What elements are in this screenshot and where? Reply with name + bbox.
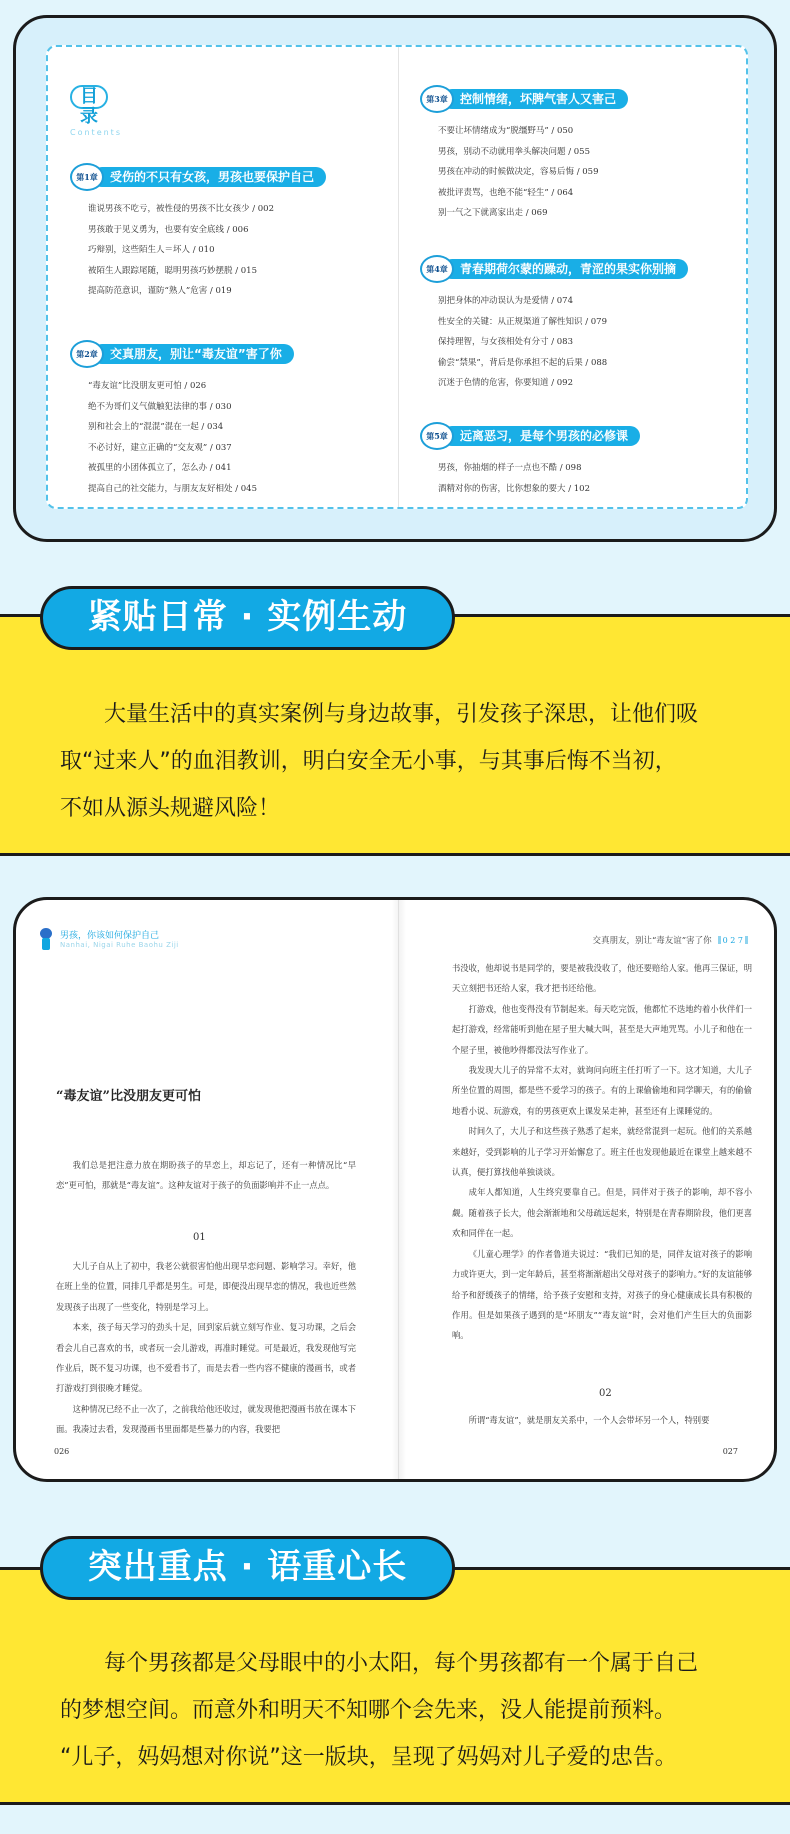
toc-entry[interactable]: 男孩，你抽烟的样子一点也不酷 / 098 (438, 463, 582, 473)
toc-entry[interactable]: 谁说男孩不吃亏，被性侵的男孩不比女孩少 / 002 (88, 204, 274, 214)
toc-entry[interactable]: 别和社会上的“混混”混在一起 / 034 (88, 422, 224, 432)
body-paragraph: 时间久了，大儿子和这些孩子熟悉了起来，就经常混到一起玩。他们的关系越来越好，受到影响的儿子学习开始懈怠了。班主任也发现他最近在课堂上越来越不认真，便打算找他单独谈谈。 (452, 1126, 752, 1178)
book-title: 男孩，你该如何保护自己 (60, 931, 160, 941)
toc-entry[interactable]: 巧辩别，这些陌生人＝坏人 / 010 (88, 245, 215, 255)
body-paragraph: 《儿童心理学》的作者鲁道夫说过：“我们已知的是，同伴友谊对孩子的影响力或许更大，到一定年龄后，甚至将渐渐超出父母对孩子的影响力。”好的友谊能够给予和舒缓孩子的情绪，给予孩子安慰和支持，对孩子的身心健康成长具有积极的作用。但是如果孩子遇到的是“坏朋友”“毒友谊”时，会对他们产生巨大的负面影响。 (452, 1248, 752, 1341)
book-spine (398, 900, 399, 1479)
page-number-left: 026 (54, 1447, 70, 1456)
right-page-tail (452, 1410, 752, 1430)
chapter-badge: 第3章 (420, 85, 454, 113)
toc-entry[interactable]: 沉迷于色情的危害，你要知道 / 092 (438, 378, 573, 388)
chapter-title: 交真朋友，别让“毒友谊”害了你 (92, 344, 294, 364)
chapter-running-title: 交真朋友，别让“毒友谊”害了你 (592, 936, 712, 946)
chapter-3 (420, 87, 617, 224)
toc-entry[interactable]: 提高防范意识，谨防“熟人”危害 / 019 (88, 286, 232, 296)
body-paragraph: 打游戏，他也变得没有节制起来。每天吃完饭，他都忙不迭地约着小伙伴们一起打游戏，经常能听到他在屋子里大喊大叫，甚至是大声地咒骂。小儿子和他在一个屋子里，被他吵得都没法写作业了。 (452, 1003, 752, 1055)
toc-entry[interactable]: 别把身体的冲动误认为是爱情 / 074 (438, 296, 573, 306)
body-paragraph: 成年人都知道，人生终究要靠自己。但是，同伴对于孩子的影响，却不容小觑。随着孩子长大，他会渐渐地和父母疏远起来，特别是在青春期阶段，他们更喜欢和同伴在一起。 (452, 1187, 752, 1239)
chapter-4 (420, 257, 677, 394)
chapter-title: 受伤的不只有女孩，男孩也要保护自己 (92, 167, 326, 187)
running-header-left (38, 928, 179, 952)
running-header-right (592, 934, 750, 946)
chapter-badge: 第1章 (70, 163, 104, 191)
toc-entry[interactable]: 被陌生人跟踪尾随，聪明男孩巧妙摆脱 / 015 (88, 265, 257, 276)
toc-entry[interactable]: 不必讨好，建立正确的“交友观” / 037 (88, 442, 232, 453)
toc-entry[interactable]: 偷尝“禁果”，背后是你承担不起的后果 / 088 (438, 357, 608, 368)
toc-entry[interactable]: 性安全的关键：从正规渠道了解性知识 / 079 (438, 316, 607, 327)
chapter-badge: 第5章 (420, 422, 454, 450)
book-gutter-shadow (392, 900, 406, 1479)
toc-entry[interactable]: 提高自己的社交能力，与朋友友好相处 / 045 (88, 483, 257, 494)
body-paragraph: 我发现大儿子的异常不太对，就询问向班主任打听了一下。这才知道，大儿子所坐位置的周围，都是些不爱学习的孩子。有的上课偷偷地和同学聊天，有的偷偷地看小说、玩游戏，有的男孩更欢上课发呆走神，甚至还有上课睡觉的。 (452, 1065, 752, 1116)
sample-page-spread (13, 897, 777, 1482)
toc-entry[interactable]: 酒精对你的伤害，比你想象的要大 / 102 (438, 483, 590, 494)
toc-entry[interactable]: 男孩在冲动的时候做决定，容易后悔 / 059 (438, 167, 599, 177)
feature-title-pill: 紧贴日常 · 实例生动 (40, 586, 455, 650)
chapter-5 (420, 424, 629, 499)
band-description (60, 691, 740, 832)
toc-title: 目录 (70, 85, 108, 109)
band-line: “儿子，妈妈想对你说”这一版块，呈现了妈妈对儿子爱的忠告。 (60, 1745, 677, 1770)
toc-entry[interactable]: 不要让坏情绪成为“脱缰野马” / 050 (438, 126, 574, 136)
band-description (60, 1640, 740, 1781)
feature-title-pill: 突出重点 · 语重心长 (40, 1536, 455, 1600)
band-line: 不如从源头规避风险！ (60, 796, 281, 821)
chapter-title: 青春期荷尔蒙的躁动，青涩的果实你别摘 (442, 259, 688, 279)
book-spine (398, 47, 399, 507)
body-paragraph: 书没收，他却说书是同学的，要是被我没收了，他还要赔给人家。他再三保证，明天立刻把书还给人家，我才把书还给他。 (452, 963, 752, 994)
right-page-body (452, 958, 752, 1346)
toc-page (46, 45, 748, 509)
chapter-title: 控制情绪，坏脾气害人又害己 (442, 89, 628, 109)
toc-entry[interactable]: 男孩敢于见义勇为，也要有安全底线 / 006 (88, 224, 249, 235)
chapter-1 (70, 165, 315, 302)
band-line: 取“过来人”的血泪教训，明白安全无小事，与其事后悔不当初， (60, 749, 677, 774)
body-paragraph: 本来，孩子每天学习的劲头十足，回到家后就立刻写作业、复习功课，之后会看会儿自己喜欢的书，或者玩一会儿游戏，再准时睡觉。可是最近，我发现他写完作业后，既不复习功课，也不爱看书了，而是去看一些内容不健康的漫画书，或者打游戏打到很晚才睡觉。 (56, 1322, 356, 1394)
toc-entry[interactable]: 被孤里的小团体孤立了，怎么办 / 041 (88, 463, 232, 473)
feature-band-key-points (0, 1567, 790, 1805)
toc-subtitle: Contents (70, 128, 122, 137)
band-line: 的梦想空间。而意外和明天不知哪个会先来，没人能提前预料。 (60, 1698, 677, 1723)
chapter-badge: 第2章 (70, 340, 104, 368)
toc-heading (70, 85, 122, 137)
body-paragraph: 所谓“毒友谊”，就是朋友关系中，一个人会带坏另一个人，特别要 (468, 1415, 710, 1425)
toc-entry[interactable]: 别一气之下就离家出走 / 069 (438, 208, 548, 218)
left-page-body (56, 1256, 356, 1440)
toc-entry[interactable]: “毒友谊”比没朋友更可怕 / 026 (88, 381, 207, 391)
header-page-number: 0 2 7 (716, 936, 750, 945)
section-number: 02 (599, 1388, 612, 1399)
body-paragraph: 这种情况已经不止一次了，之前我给他还收过，就发现他把漫画书放在课本下面。我凑过去看，发现漫画书里面都是些暴力的内容，我要把 (56, 1403, 356, 1435)
toc-entry[interactable]: 绝不为哥们义气做触犯法律的事 / 030 (88, 401, 232, 412)
toc-entry[interactable]: 被批评责骂，也绝不能“轻生” / 064 (438, 187, 574, 198)
book-title-pinyin: Nanhai, Nigai Ruhe Baohu Ziji (60, 941, 179, 949)
toc-book-spread (13, 15, 777, 542)
article-intro (56, 1155, 356, 1196)
body-paragraph: 大儿子自从上了初中，我老公就很害怕他出现早恋问题、影响学习。幸好，他在班上坐的位置，同排几乎都是男生。可是，即便没出现早恋的情况，我也近些然发现孩子出现了一些变化，特别是学习上。 (56, 1261, 356, 1312)
chapter-badge: 第4章 (420, 255, 454, 283)
feature-band-daily-life (0, 614, 790, 856)
chapter-title: 远离恶习，是每个男孩的必修课 (442, 426, 640, 446)
section-number: 01 (193, 1232, 206, 1243)
page-number-right: 027 (722, 1447, 738, 1456)
band-line: 大量生活中的真实案例与身边故事，引发孩子深思，让他们吸 (104, 702, 699, 727)
band-line: 每个男孩都是父母眼中的小太阳，每个男孩都有一个属于自己 (104, 1651, 699, 1676)
toc-entry[interactable]: 保持理智，与女孩相处有分寸 / 083 (438, 337, 573, 347)
chapter-2 (70, 342, 282, 499)
intro-paragraph: 我们总是把注意力放在期盼孩子的早恋上，却忘记了，还有一种情况比“早恋”更可怕，那就是“毒友谊”。这种友谊对于孩子的负面影响并不止一点点。 (56, 1160, 356, 1191)
boy-mascot-icon (38, 928, 54, 952)
article-title: “毒友谊”比没朋友更可怕 (56, 1089, 201, 1104)
toc-entry[interactable]: 男孩，别动不动就用拳头解决问题 / 055 (438, 146, 590, 157)
